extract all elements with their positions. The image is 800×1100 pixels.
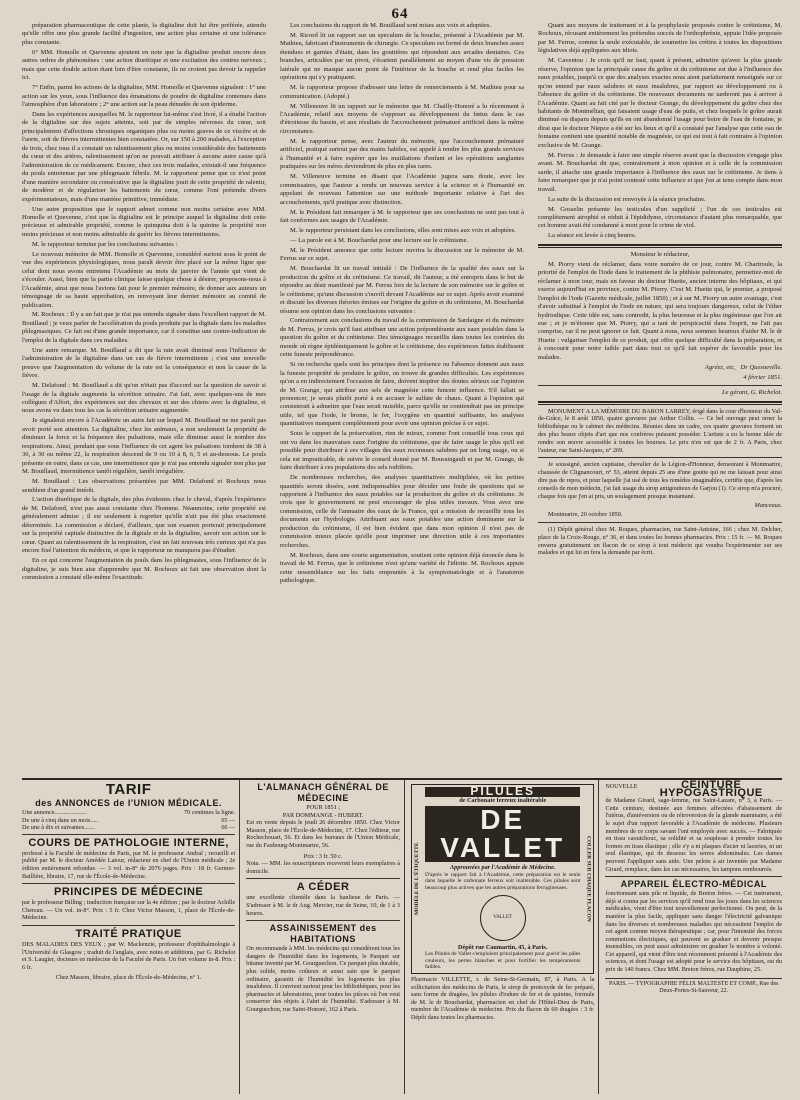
gerant-signature: Le gérant, G. Richelot.	[721, 389, 782, 397]
principes-text: par le professeur Billing ; traduction française sur la 4e édition ; par le docteur Achille Chereau. — Un vol. in-8°. Prix : 5 fr. Chez Victor Masson, 1, place de l'École-de-Médecine.	[22, 899, 236, 922]
section-divider	[538, 244, 782, 248]
ceinture-title: CEINTURE HYPOGASTRIQUE	[659, 780, 763, 799]
ceinture-text: de Madame Girard, sage-femme, rue Saint-Lazare, n° 3, à Paris. — Cette ceinture, destinée aux femmes affectées d'abaissement de l'utérus, d'antéversion ou de rétroversion de la glande mammaire, a été le sujet d'un rapport favorable à l'Académie de médecine. Plusieurs membres de ce corps savant l'ont employée avec succès. — Fabriquée en tissu caoutchouc, sa solidité et sa souplesse à prendre toutes les formes en tissu élastique ; elle s'y a ni plaques d'acier ni laceries, ni un seul élastique, qui de dessous les serres abdominales. Les dames peuvent l'appliquer sans aide. Une pelote à air inventée par Madame Girard, remplace, dans les cas nécessaires, les tampons rembourrés.	[605, 797, 782, 873]
article-paragraph: Contrairement aux conclusions du travail de la commission de Sardaigne et du mémoire de M. Ferrus, je crois qu'il faut attribuer une action prépondérante aux eaux potables dans la question du goître et du crétinisme. Des témoignages recueillis dans toutes les contrées du monde où règne épidémiquement le goître et le crétinisme, des expériences faites établissent cette funeste prépondérance.	[280, 317, 524, 359]
article-paragraph: M. le Président annonce que cette lecture ouvrira la discussion sur le mémoire de M. Ferrus sur ce sujet.	[280, 246, 524, 263]
tarif-price: 65 —	[221, 816, 236, 824]
tarif-label: De une à cinq dans un mois.....	[22, 816, 99, 824]
article-paragraph: M. Rochoux, dans une courte argumentation, soutient cette opinion déjà énoncée dans le travail de M. Ferrus, que le crétinisme n'est qu'une variété de l'idiotie. M. Rochoux appuie cette ressemblance sur les faits empruntés à la symptomatologie et à l'anatomie pathologique.	[280, 551, 524, 585]
article-paragraph: Quant aux moyens de traitement et à la prophylaxie proposés contre le crétinisme, M. Rochoux, récusant entièrement les prétendus succès de l'orthophrénie, appuie l'idée proposée par M. Ferrus, comme la seule exécutable, de soumettre les crétins à toutes les dispositions législatives déjà appliquées aux idiots.	[538, 22, 782, 55]
article-paragraph: Une autre remarque. M. Bouillaud a dit que la rate avait diminué sous l'influence de l'administration de la digitaline dans un cas de fièvre intermittente ; c'est une nouvelle preuve que l'augmentation du volume de la rate est la conséquence et non la cause de la fièvre.	[22, 346, 266, 380]
article-paragraph: M. Ferrus : Je demande à faire une simple réserve avant que la discussion s'engage plus avant. M. Bouchardat dit que, contrairement à mon opinion et à celle de la commission sarde, il attache une grande importance à l'influence des eaux sur le crétinisme. Je tiens à faire remarquer que je n'ai point contesté cette influence et que j'en ai tenu compte dans mon travail.	[538, 151, 782, 193]
article-paragraph: M. le Président fait remarquer à M. le rapporteur que ses conclusions ne sont pas tout à fait conformes aux usages de l'Académie.	[280, 208, 524, 224]
vallet-top: PILULES	[425, 787, 580, 797]
article-paragraph: Une autre proposition que le rapport admet comme non moins certaine avec MM. Homolle et Quevenne, c'est que la digitaline est le principe auquel la digitaline doit cette précieuse et admirable propriété, comme le quinquina doit à la quinine la propriété non moins précieuse et non moins admirable de guérir les fièvres intermittentes.	[22, 205, 266, 238]
vallet-seal-icon: VALLET	[480, 895, 526, 941]
ceinture-lead: NOUVELLE	[605, 784, 638, 790]
divider	[22, 834, 235, 835]
article-paragraph: En ce qui concerne l'augmentation du pouls dans les phlegmasies, sous l'influence de la digitaline, je suis bien aise d'apprendre que M. Rochoux ait fait une observation dont la commission a constaté elle-même l'exactitude.	[22, 557, 266, 582]
article-paragraph: Dans les expériences auxquelles M. le rapporteur lui-même s'est livré, il a étudié l'action de la digitaline sur des sujets atteints, soit par de simples névroses du cœur, soit principalement d'affections chroniques organiques plus ou moins graves de ce viscère et de l'aorte, soit de fièvres intermittentes bien constatées. Or, sur 150 à 200 malades, à l'exception de trois, chez tous il a constaté un ralentissement plus ou moins considérable des battements du cœur et des artères, ralentissement qu'on ne pouvait attribuer à aucune autre cause qu'à l'administration de ce médicament. Encore, chez ces trois malades, existait-il une fréquence du pouls entretenue par une phlegmasie fébrile. M. le rapporteur pense que ce n'est point d'une manière secondaire ou consécutive que la digitaline jouit de cette propriété de ralentir, de modérer et de régulariser les battements du cœur, comme l'ont prétendu divers expérimentateurs, mais d'une manière primitive, immédiate.	[22, 111, 266, 203]
tarif-row	[22, 809, 235, 817]
traite-title: TRAITÉ PRATIQUE	[75, 927, 182, 940]
column-2	[280, 22, 524, 777]
traite-footer: Chez Masson, libraire, place de l'École-de-Médecine, n° 1.	[55, 974, 202, 982]
divider	[22, 925, 235, 926]
article-paragraph: M. Rochoux : Il y a un fait que je n'ai pas entendu signaler dans l'excellent rapport de M. Bouillaud ; je veux parler de l'accélération du pouls produite par la digitale dans les maladies phlegmasiques. Ce fait est d'une grande importance, car il constitue une contre-indication de l'emploi de la digitale dans ces maladies.	[22, 311, 266, 344]
assainissement-text: On recommande à MM. les médecins qui considèrent tous les dangers de l'humidité dans les logements, le Parquet sur bitume inventé par M. Gourguechon. Ce parquet plus durable, plus solide, moins coûteux et aussi sain que le parquet ordinaire, garantit de l'humidité les logements les plus insalubres. Il convient surtout pour les bibliothèques, pour les pharmacies et laboratoires, pour toutes les pièces où l'on veut conserver des objets à l'abri de l'humidité. S'adresser à M. Gourguechon, rue Saint-Honoré, 162 à Paris.	[246, 945, 400, 1013]
divider	[605, 876, 782, 877]
article-paragraph: Le nouveau mémoire de MM. Homolle et Quevenne, considéré surtout sous le point de vue des expériences physiologiques, nous paraît devoir être placé sur la même ligne que celui dont nous avons entretenu l'Académie au mois de janvier de l'année qui vient de s'écouler. Aussi, bien que la partie clinique laisse quelque chose à désirer, proposons-nous à l'Académie, ainsi que nous l'avions fait pour le premier mémoire, de donner aux auteurs un témoignage de sa haute approbation, en renvoyant leur dernier mémoire au comité de publication.	[22, 250, 266, 309]
ads-column-4	[605, 780, 782, 1094]
article-paragraph: M. le rapporteur propose d'adresser une lettre de remerciements à M. Mathieu pour sa communication. (Adopté.)	[280, 84, 524, 100]
divider	[246, 878, 400, 879]
article-paragraph: La séance est levée à cinq heures.	[548, 232, 637, 240]
divider	[22, 883, 235, 884]
footnote: (1) Dépôt général chez M. Roques, pharmacien, rue Saint-Antoine, 166 ; chez M. Delcher, place de la Croix-Rouge, n° 36, et dans toutes les bonnes pharmacies. Prix : 15 fr. — M. Roques envarra gratuitement un flacon de ce sirop à tout médecin qui voudra l'expérimenter sur ses malades et qui lui en fera la demande par écrit.	[538, 525, 782, 557]
article-paragraph: Si on recherche quels sont les principes dont la présence ou l'absence donnent aux eaux la funeste propriété de produire le goître, on trouve de grandes difficultés. Les expériences qu'on a en indirectement l'occasion de faire, doivent inspirer des doutes sérieux sur l'opinion de M. Grange, qui attribue aux sels de magnésie cette funeste influence. S'il fallait se prononcer, je serais plutôt porté à en accuser le sulfate de chaux. Quant à l'opinion qui consisterait à admettre que l'eau serait nuisible, parce qu'elle ne contiendrait pas un principe utile, tel que l'iode, le brome, le fer, l'oxygène en quantité suffisante, les analyses quantitatives manquent complètement pour avoir une opinion précise à ce sujet.	[280, 361, 524, 428]
article-paragraph: préparation pharmaceutique de cette plante, la digitaline doit lui être préférée, attendu qu'elle offre une plus grande facilité d'ingestion, une action plus certaine et une tolérance plus constante.	[22, 22, 266, 46]
appareil-text: fonctionnant sans pile ni liquide, de Breton frères. — Cet instrument, déjà si connu par les services qu'il rend tous les jours dans les sciences médicales, vient d'être tout nouvellement perfectionné. On peut, de la manière la plus facile, appliquer sans danger l'électricité galvanique dans les diverses et nombreuses maladies qui nécessitent l'emploi de cet agent comme moyen thérapeutique ; car, pour l'intensité des forces commotions électriques, qui peuvent se graduer et devenir presque insensibles, on peut aussi administrer en graduer le nombre à volonté. Cet appareil, qui vient d'être tout récemment présenté à l'Académie des sciences, et dont l'usage est adopté pour le service des hôpitaux, est du prix de 140 francs. Chez MM. Breton frères, rue Dauphine, 25.	[605, 890, 782, 974]
tarif-row	[22, 824, 235, 832]
article-paragraph: M. Delafond : M. Bouillaud a dit qu'on n'était pas d'accord sur la question de savoir si l'usage de la digitale augmente la sécrétion urinaire. J'ai fait, avec quelques-uns de mes collègues d'Alfort, des expériences sur des chevaux et sur des chiens avec la digitaline, et nous avons vu dans tous les cas la sécrétion urinaire augmentée.	[22, 382, 266, 415]
almanach-subtitle: POUR 1851 ;	[306, 804, 340, 811]
principes-title: PRINCIPES DE MÉDECINE	[53, 886, 204, 899]
ceder-title: A CÉDER	[296, 881, 350, 894]
ads-column-1	[22, 780, 240, 1094]
divider	[246, 920, 400, 921]
column-3	[538, 22, 782, 777]
letter-salutation: Monsieur le rédacteur,	[630, 250, 690, 258]
larrey-notice: MONUMENT A LA MÉMOIRE DU BARON LARREY, érigé dans la cour d'honneur du Val-de-Grâce, le 8 août 1850, quatre gravures par Arthur Collin. — Ce bel ouvrage peut orner la bibliothèque ou le cabinet des médecins. Réunies dans un cadre, ces quatre gravures forment un des plus beaux objets d'art que nos confrères puissent posséder. L'artiste a eu la bonne idée de rendre son œuvre accessible à toutes les bourses. Le prix n'en est que de 2 fr. A Paris, chez l'auteur, rue Saint-Jacques, n° 269.	[538, 407, 782, 454]
article-paragraph: Je signalerai encore à l'Académie un autre fait sur lequel M. Bouillaud ne me paraît pas avoir porté son attention. La digitaline, chez les animaux, a non seulement la propriété de diminuer la force et la fréquence des pulsations, mais elle diminue aussi le nombre des respirations. Ainsi, pendant que sous l'influence de cet agent les pulsations tombent de 38 à 30, à 30 ou même 22, la respiration descend de 9 ou 10 à 8, 6, 5 et au-dessous. Le pouls présente en outre, dans ce cas, une intermittence que je n'ai pas entendu signaler non plus par M. Bouillaud, intermittence tantôt régulière, tantôt irrégulière.	[22, 417, 266, 476]
vallet-name: DE VALLET	[425, 806, 580, 862]
divider	[538, 401, 782, 405]
almanach-author: PAR DOMMANGE - HUBERT.	[282, 811, 364, 819]
article-paragraph: M. Gosselin présente les testicules d'un supplicié ; l'un de ces testicules est complètement atrophié et réduit à l'épididyme, circonstance d'autant plus remarquable, que cet homme avait été condamné à mort pour le crime de viol.	[538, 205, 782, 230]
advertisements	[22, 778, 782, 1094]
divider	[538, 385, 782, 386]
vallet-label	[411, 784, 594, 974]
letter-paragraph: M. Piorry vient de réclamer, dans votre numéro de ce jour, contre M. Chartroule, la priorité de l'emploi de l'iode dans le traitement de la phthisie pulmonaire, permettez-moi de réclamer à mon tour, mais en faveur du docteur Huette, ancien interne des hôpitaux, et qui exerce aujourd'hui en province, contre M. Piorry. C'est M. Huette qui, le premier, a proposé l'emploi de l'iode (Gazette médicale, juillet 1850) ; et à sur M. Piorry un autre avantage, c'est d'avoir substitué à l'emploi de l'iode en nature, qui sera toujours dangereux, celui de l'éther hydriodique. Cette idée est, sans contredit, la plus heureuse et la plus ingénieuse que l'on ait eue ; et je m'étonne que M. Piorry, qui a tant de perspicacité dans l'esprit, ne l'ait pas comprise, car il ne peut ignorer ce fait. Quant à nous, nous sommes heureux d'aider M. le dr Huette : vulgariser l'emploi de ce produit, qui offre quelque difficulté dans la préparation, et à concourir pour notre faible part dans tout ce qu'il fait espérer de favorable pour les malades.	[538, 260, 782, 361]
article-paragraph: M. le rapporteur termine par les conclusions suivantes :	[32, 240, 178, 248]
article-paragraph: M. le rapporteur persistant dans les conclusions, elles sont mises aux voix et adoptées.	[290, 226, 516, 234]
article-paragraph: M. Caventou : Je crois qu'il ne faut, quant à présent, admettre qu'avec la plus grande réserve, l'opinion que la principale cause du goître et du crétinisme est due à l'influence des eaux potables, jusqu'à ce que des analyses exactes nous aient parfaitement renseignés sur ce qu'on entend par eaux salubres et eaux insalubres, par rapport au développement ou à l'absence du goître et du crétinisme. De nouveaux documents ne tarderont pas à arriver à l'Académie. Quant au fait cité par le docteur Grange, du développement du goître chez des habitants de Montmélian, qui faisaient usage d'eau de puits, et chez lesquels le goître aurait diminué ou disparu depuis qu'ils en ont abandonné l'usage pour boire de l'eau de fontaine, je dirai que le docteur Niepce a été sur les lieux et qu'il a constaté par l'analyse que cette eau de fontaine contient une quantité notable de magnésie, ce qui est tout à fait contraire à l'opinion exclusive de M. Grange.	[538, 57, 782, 149]
goutte-testimonial: Je soussigné, ancien capitaine, chevalier de la Légion-d'Honneur, demeurant à Montmartre, chaussée de Clignancourt, n° 53, atteint depuis 25 ans d'une goutte qui ne me laissait pour ainsi dire pas de repos, et pour laquelle j'ai usé de tous les remèdes imaginables, certifie que, d'après les conseils de mon médecin, j'ai fait usage du sirop antigoutteux de Garjou (1). Ce sirop m'a procuré, chaque fois que j'en ai pris, un soulagement presque instantané.	[538, 461, 782, 500]
vallet-depot: Dépôt rue Caumartin, 45, à Paris.	[458, 943, 548, 951]
villette-ad: Pharmacie VILLETTE, r. de Seine-St-Germain, 87, à Paris. A la sollicitation des médecins de Paris, le sirop de protoxyde de fer préparé, sans forme de dragées, les pilules d'iodure de fer et de quinine, formule de M. le dr Bouchardat, pharmacien en chef de l'Hôtel-Dieu de Paris, membre de l'Académie de médecine. Prix du flacon de 60 dragées : 3 fr. Dépôt dans toutes les pharmacies.	[410, 975, 595, 1021]
ceder-text: une excellente clientèle dans la banlieue de Paris. — S'adresser à M. le dr Aug. Mercier, rue de Seine, 10, de 1 à 3 heures.	[246, 894, 400, 917]
traite-text: DES MALADIES DES YEUX ; par W. Mackenzie, professeur d'ophthalmologie à l'Université de Glasgow ; traduit de l'anglais, avec notes et additions, par G. Richelot et S. Laugier, docteurs en médecine de la Faculté de Paris. Un fort volume in-8. Prix : 6 fr.	[22, 940, 236, 971]
tarif-table	[22, 809, 235, 832]
article-paragraph: De nombreuses recherches, des analyses quantitatives multipliées, où les petites quantités seront dosées, sont indispensables pour décider une foule de questions qui se rapportent à l'influence des eaux potables sur la production du goître et du crétinisme. Je crois que le gouvernement ne peut encourager de plus utiles travaux. Vous avez une commission, celle de l'annuaire des eaux de la France, qui a mission de recueillir tous les documents sur l'hydrologie. Attribuant aux eaux potables une action dominante sur la production du crétinisme, il est bien évident que dans mon opinion il n'est pas de commission mieux placée qu'elle pour imprimer une direction utile à ces importantes recherches.	[280, 474, 524, 549]
ads-column-2	[246, 780, 405, 1094]
article-paragraph: 6° MM. Homolle et Quevenne ajoutent en note que la digitaline produit encore deux autres ordres de phénomènes : une action diurétique et une excitation des centres nerveux ; mais que cette double action étant loin d'être constante, ils ne croient pas devoir la rappeler ici.	[22, 48, 266, 82]
tarif-price: 70 centimes la ligne.	[184, 809, 236, 816]
tarif-label: Une annonce.....................	[22, 809, 87, 816]
page-number: 64	[391, 6, 409, 22]
article-paragraph: M. Villeneuve lit un rapport sur le mémoire que M. Chailly-Honoré a lu récemment à l'Académie, relatif aux moyens de s'opposer au développement du fœtus dans le cas d'étroitesse du bassin, et aux résultats de l'accouchement prématuré artificiel dans la même circonstance.	[280, 102, 524, 135]
divider	[538, 457, 782, 458]
vallet-subtitle: de Carbonate ferreux inaltérable	[459, 796, 547, 804]
article-paragraph: Sous le rapport de la préservation, rien de mieux, comme l'ont conseillé tous ceux qui ont vu dans les mauvaises eaux l'origine du crétinisme, que de faire usage le plus qu'il est possible pour distribuer à ces villages des eaux reconnues salubres par un long usage, ou si cela est impraticable, de suivre le conseil donné par M. Boussingault et par M. Grange, de faire distribuer à ces populations des sels iodifères.	[280, 430, 524, 472]
article-paragraph: M. Bouillaud : Les observations présentées par MM. Delafond et Rochoux nous semblent d'un grand intérêt.	[22, 478, 266, 494]
article-paragraph: M. Ricord lit un rapport sur un speculum de la bouche, présenté à l'Académie par M. Mathieu, fabricant d'instruments de chirurgie. Ce speculum est formé de deux branches assez étendues et garnies d'étain, dans les gouttières qui répondent aux arcades dentaires. Ces branches, articulées par un pivot, s'écartent parallèlement au moyen d'une vis de pression latérale qui ne masque aucun point de l'intérieur de la bouche et rend plus faciles les opérations qui s'y pratiquent.	[280, 31, 524, 82]
printer-footer: PARIS. — TYPOGRAPHIE FÉLIX MALTESTE ET COMP., Rue des Deux-Portes-St-Sauveur, 22.	[605, 978, 782, 996]
tarif-price: 60 —	[221, 824, 236, 832]
vallet-right-caption: COLLER SUR CHAQUE FLACON	[585, 836, 592, 922]
tarif-row	[22, 817, 235, 825]
testimonial-date: Montmartre, 20 octobre 1850.	[548, 511, 623, 519]
ceinture-header	[605, 782, 782, 797]
cours-text: professé à la Faculté de médecine de Paris, par M. le professeur Andral ; recueilli et publié par M. le docteur Amédée Latour, rédacteur en chef de l'Union médicale ; 2e édition entièrement refondue. — 3 vol. in-8° de 2076 pages. Prix : 18 fr. Germer-Baillière, libraire, 17, rue de l'École-de-Médecine.	[22, 849, 236, 880]
assainissement-title: ASSAINISSEMENT des HABITATIONS	[269, 923, 377, 945]
almanach-text: Est en vente depuis le jeudi 26 décembre 1850. Chez Victor Masson, place de l'École-de-Médecine, 17. Chez l'éditeur, rue Rochechouart, 56. Et dans les bureaux de l'Union Médicale, rue du Faubourg-Montmartre, 56.	[246, 819, 400, 849]
tarif-subtitle: des ANNONCES de l'UNION MÉDICALE.	[35, 798, 223, 808]
testimonial-signature: Manceaux.	[754, 501, 782, 509]
vallet-approved: Approuvées par l'Académie de Médecine.	[450, 864, 556, 872]
letter-closing: Agréez, etc, Dr Quesneville.	[704, 363, 782, 371]
article-paragraph: M. Villeneuve termine en disant que l'Académie jugera sans doute, avec les commissaires, que l'auteur a rendu un nouveau service à la science et à l'humanité en appelant de nouveau l'attention sur une méthode importante relative à l'art des accouchements, qu'il pratique avec distinction.	[280, 173, 524, 206]
tarif-label: De une à dix et suivantes.......	[22, 824, 95, 832]
ads-column-3	[411, 780, 599, 1094]
article-paragraph: — La parole est à M. Bouchardat pour une lecture sur le crétinisme.	[290, 236, 469, 244]
tarif-title: TARIF	[105, 781, 152, 798]
appareil-title: APPAREIL ÉLECTRO-MÉDICAL	[620, 879, 767, 890]
column-1	[22, 22, 266, 777]
cours-title: COURS DE PATHOLOGIE INTERNE,	[28, 836, 229, 849]
vallet-footer: Les Pilules de Vallet s'emploient principalement pour guérir les pâles couleurs, les pertes blanches et pour fortifier les tempéraments faibles.	[424, 951, 581, 971]
article-paragraph: L'action diurétique de la digitale, des plus évidentes chez le cheval, d'après l'expérience de M. Delafond, n'est pas aussi constante chez l'homme. Néanmoins, cette propriété est généralement admise ; il est seulement à regretter qu'elle n'ait pas été plus exactement déterminée. La commission a déclaré, d'ailleurs, que son examen porterait principalement sur la propriété capitale distinctive de la digitale et de la digitaline, savoir son action sur le cœur. Quant au ralentissement de la respiration, c'est un fait nouveau très curieux qui n'a pas encore fixé l'attention du médecin, et que le rapporteur ne manquera pas d'étudier.	[22, 496, 266, 555]
almanach-price: Prix : 3 fr. 50 c.	[303, 852, 343, 860]
almanach-nota: Nota. — MM. les souscripteurs recevront leurs exemplaires à domicile.	[246, 860, 400, 875]
article-paragraph: La suite de la discussion est renvoyée à la séance prochaine.	[548, 195, 706, 203]
almanach-title: L'ALMANACH GÉNÉRAL DE MÉDECINE	[257, 782, 389, 803]
vallet-left-caption: MODÈLE DE L'ÉTIQUETTE	[413, 842, 420, 916]
article-paragraph: 7° Enfin, parmi les actions de la digitaline, MM. Homolle et Quevenne signalent : 1° une action sur les yeux, sous l'influence des émanations de poudre de digitaline contenues dans l'atmosphère d'un laboratoire ; 2° une action sur la peau dénudée de son épiderme.	[22, 84, 266, 109]
article-paragraph: Les conclusions du rapport de M. Bouillaud sont mises aux voix et adoptées.	[290, 22, 492, 29]
letter-date: 4 février 1851.	[743, 373, 782, 381]
article-body	[22, 22, 782, 777]
vallet-text: D'après le rapport fait à l'Académie, cette préparation est le seule dans laquelle le carbonate ferreux soit inaltérable. Ces pilules sont beaucoup plus actives que les autres préparations ferrugineuses.	[424, 871, 581, 891]
article-paragraph: M. Bouchardat lit un travail intitulé : De l'influence de la qualité des eaux sur la production du goître et du crétinisme. Ce travail, dit l'auteur, a été entrepris dans le but de répondre au désir manifesté par M. Ferrus lors de la lecture de son mémoire sur le goître et le crétinisme, qu'une discussion s'ouvrît devant l'Académie sur ce sujet. Après avoir examiné et discuté les diverses théories émises sur l'origine du goître et du crétinisme, M. Bouchardat résume son opinion dans les conclusions suivantes :	[280, 265, 524, 315]
article-paragraph: M. le rapporteur pense, avec l'auteur du mémoire, que l'accouchement prématuré artificiel, pratiqué surtout par des mains habiles, est appelé à rendre les plus grands services à l'humanité et à faire espérer que les mutilations d'enfant et les opérations sanglantes pratiquées sur les mères deviendront de plus en plus rares.	[280, 137, 524, 171]
divider	[538, 522, 782, 523]
